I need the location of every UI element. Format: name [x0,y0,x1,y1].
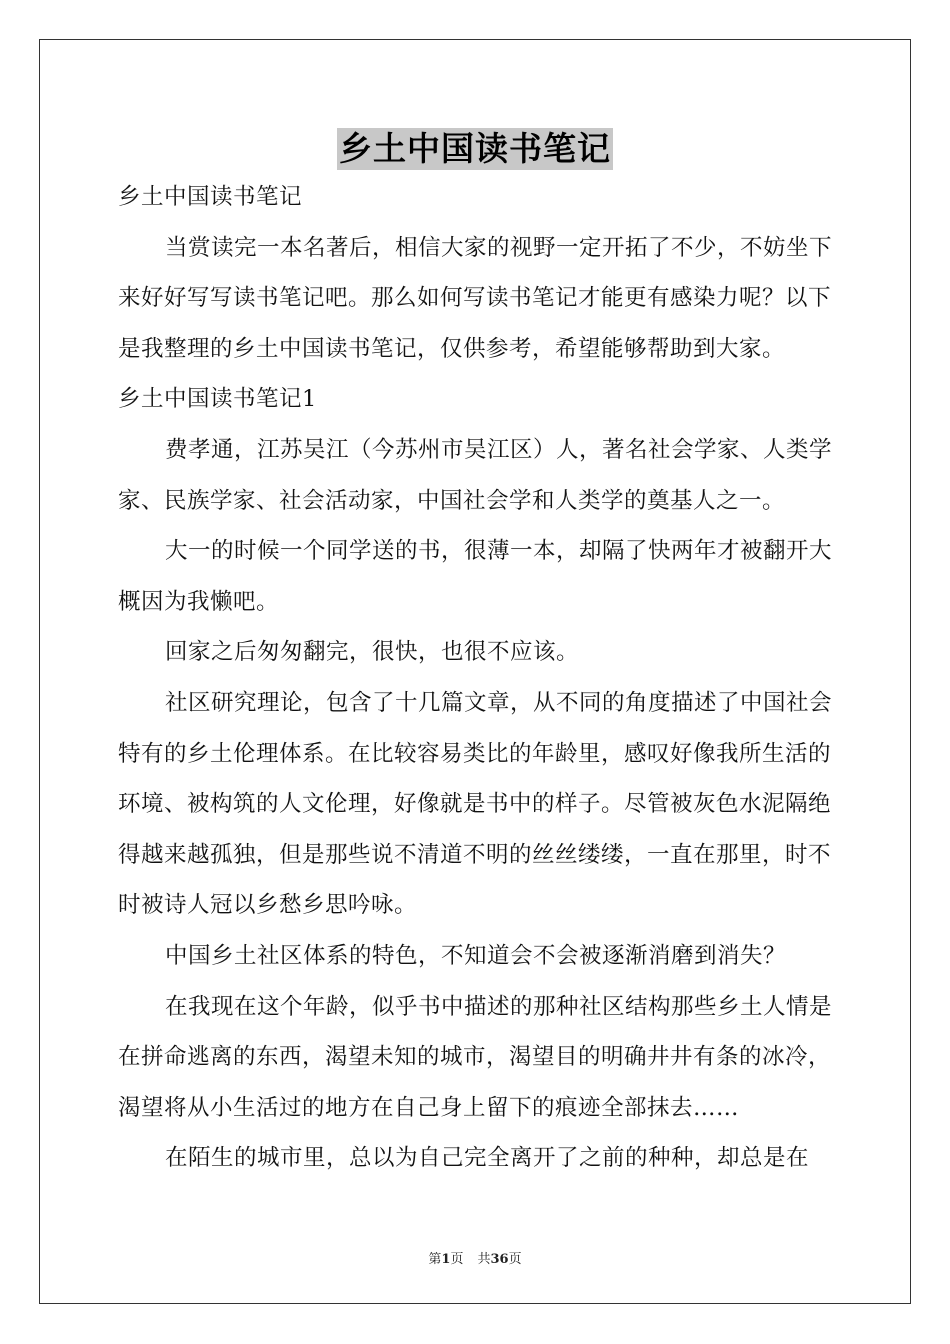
page-prefix: 第 [428,1252,442,1267]
document-body [118,172,838,1184]
total-prefix: 共 [477,1252,491,1267]
title-wrap [0,128,950,170]
paragraph: 费孝通，江苏吴江（今苏州市吴江区）人，著名社会学家、人类学家、民族学家、社会活动家，中国社会学和人类学的奠基人之一。 [118,436,833,514]
paragraph: 回家之后匆匆翻完，很快，也很不应该。 [165,639,580,666]
total-suffix: 页 [508,1252,522,1267]
paragraph: 当赏读完一本名著后，相信大家的视野一定开拓了不少，不妨坐下来好好写写读书笔记吧。那么如何写读书笔记才能更有感染力呢？以下是我整理的乡土中国读书笔记，仅供参考，希望能够帮助到大家。 [118,234,833,362]
paragraph: 社区研究理论，包含了十几篇文章，从不同的角度描述了中国社会特有的乡土伦理体系。在比较容易类比的年龄里，感叹好像我所生活的环境、被构筑的人文伦理，好像就是书中的样子。尽管被灰色水泥隔绝得越来越孤独，但是那些说不清道不明的丝丝缕缕，一直在那里，时不时被诗人冠以乡愁乡思吟咏。 [118,689,833,919]
page-suffix: 页 [450,1252,464,1267]
paragraph: 在我现在这个年龄，似乎书中描述的那种社区结构那些乡土人情是在拼命逃离的东西，渴望未知的城市，渴望目的明确井井有条的冰冷，渴望将从小生活过的地方在自己身上留下的痕迹全部抹去…… [118,993,833,1121]
paragraph: 中国乡土社区体系的特色，不知道会不会被逐渐消磨到消失？ [165,942,787,969]
paragraph: 大一的时候一个同学送的书，很薄一本，却隔了快两年才被翻开大概因为我懒吧。 [118,538,833,615]
page-number: 1 [441,1252,451,1267]
paragraph: 乡土中国读书笔记 [118,184,303,210]
paragraph: 在陌生的城市里，总以为自己完全离开了之前的种种，却总是在 [165,1145,810,1172]
document-title: 乡土中国读书笔记 [339,129,611,168]
total-pages: 36 [490,1252,509,1267]
paragraph: 乡土中国读书笔记1 [118,386,317,413]
page-footer [0,1248,950,1267]
